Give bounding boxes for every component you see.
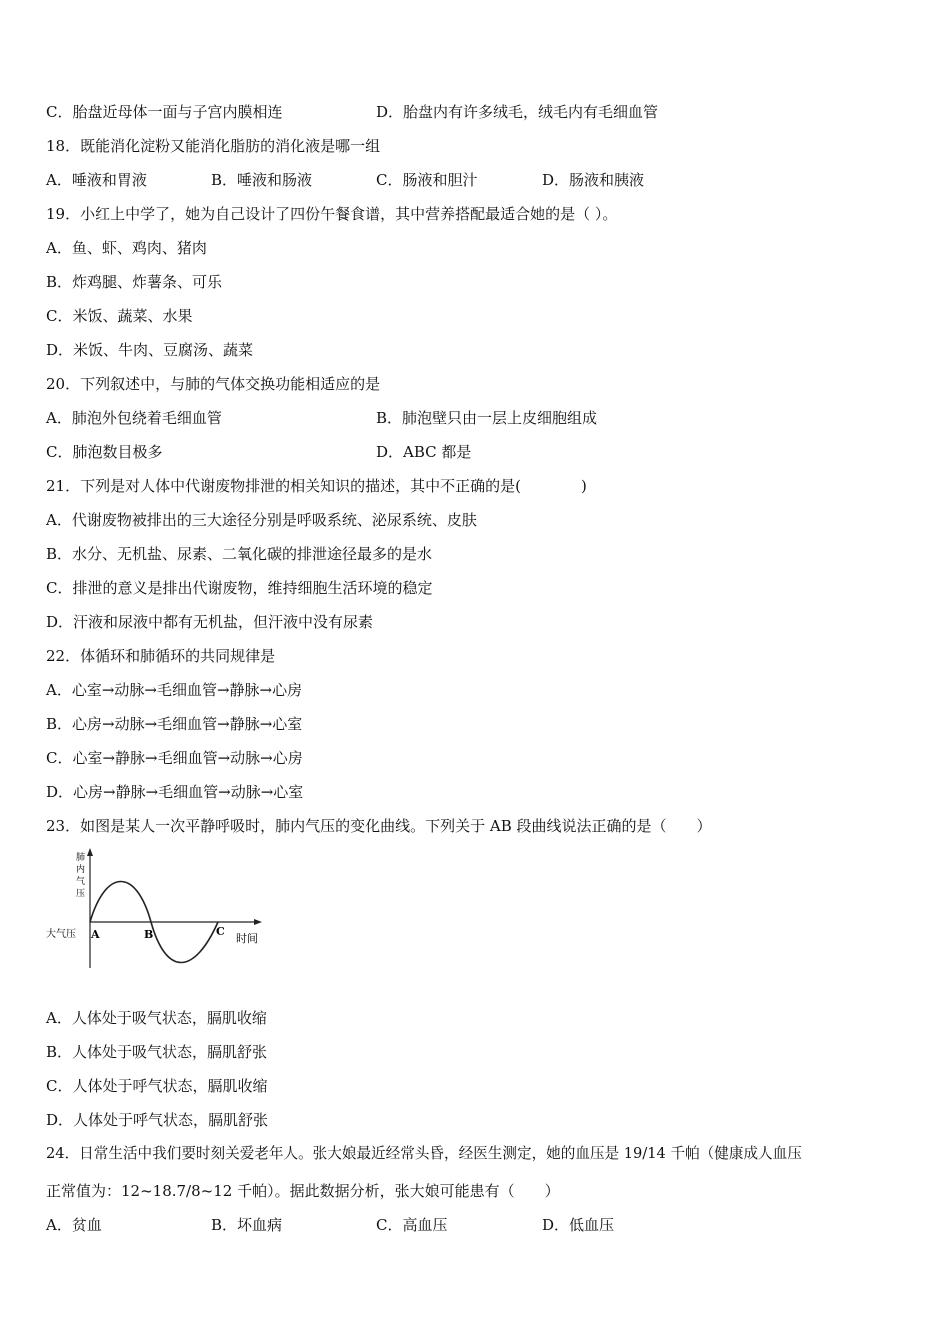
baseline-label: 大气压 [46, 929, 76, 940]
x-axis-label: 时间 [236, 932, 258, 945]
q18-stem: 18．既能消化淀粉又能消化脂肪的消化液是哪一组 [46, 137, 381, 155]
q24-option-d: D．低血压 [542, 1216, 615, 1234]
q22-option-b: B．心房→动脉→毛细血管→静脉→心室 [46, 715, 303, 733]
point-b-label: B [144, 928, 154, 941]
q19-option-b: B．炸鸡腿、炸薯条、可乐 [46, 273, 223, 291]
q20-option-c: C．肺泡数目极多 [46, 443, 163, 461]
q22-stem: 22．体循环和肺循环的共同规律是 [46, 647, 276, 665]
y-axis-label-3: 气 [76, 877, 86, 887]
q24-stem-line-2: 正常值为：12~18.7/8~12 千帕）。据此数据分析，张大娘可能患有（ ） [46, 1182, 560, 1200]
lung-pressure-figure [44, 846, 268, 976]
q21-stem: 21．下列是对人体中代谢废物排泄的相关知识的描述，其中不正确的是( ) [46, 477, 587, 495]
q24-option-b: B．坏血病 [211, 1216, 283, 1234]
q21-option-d: D．汗液和尿液中都有无机盐，但汗液中没有尿素 [46, 613, 374, 631]
x-axis-arrow [254, 919, 262, 925]
q18-option-a: A．唾液和胃液 [46, 171, 147, 189]
y-axis-arrow [87, 848, 93, 856]
q19-option-a: A．鱼、虾、鸡肉、猪肉 [46, 239, 207, 257]
q24-stem-line-1: 24．日常生活中我们要时刻关爱老年人。张大娘最近经常头昏，经医生测定，她的血压是 19/14 千帕（健康成人血压 [46, 1145, 802, 1162]
q24-option-c: C．高血压 [376, 1216, 448, 1234]
q18-option-d: D．肠液和胰液 [542, 171, 645, 189]
q23-option-c: C．人体处于呼气状态，膈肌收缩 [46, 1077, 268, 1095]
q19-option-c: C．米饭、蔬菜、水果 [46, 307, 193, 325]
point-a-label: A [91, 928, 100, 941]
y-axis-label-1: 肺 [76, 853, 86, 863]
q21-option-b: B．水分、无机盐、尿素、二氧化碳的排泄途径最多的是水 [46, 545, 433, 563]
q20-option-a: A．肺泡外包绕着毛细血管 [46, 409, 222, 427]
q20-option-d: D．ABC 都是 [376, 443, 472, 461]
q17-option-c: C．胎盘近母体一面与子宫内膜相连 [46, 103, 283, 121]
q18-option-b: B．唾液和肠液 [211, 171, 313, 189]
q17-option-d: D．胎盘内有许多绒毛，绒毛内有毛细血管 [376, 103, 659, 121]
q21-option-c: C．排泄的意义是排出代谢废物，维持细胞生活环境的稳定 [46, 579, 433, 597]
y-axis-label-2: 内 [76, 865, 86, 875]
q24-option-a: A．贫血 [46, 1216, 102, 1234]
q22-option-d: D．心房→静脉→毛细血管→动脉→心室 [46, 783, 304, 801]
point-c-label: C [216, 925, 225, 938]
q23-stem: 23．如图是某人一次平静呼吸时，肺内气压的变化曲线。下列关于 AB 段曲线说法正确的是（ ） [46, 817, 712, 835]
q22-option-c: C．心室→静脉→毛细血管→动脉→心房 [46, 749, 303, 767]
q23-option-b: B．人体处于吸气状态，膈肌舒张 [46, 1043, 268, 1061]
q22-option-a: A．心室→动脉→毛细血管→静脉→心房 [46, 681, 303, 699]
q20-stem: 20．下列叙述中，与肺的气体交换功能相适应的是 [46, 375, 381, 393]
q19-stem: 19．小红上中学了，她为自己设计了四份午餐食谱，其中营养搭配最适合她的是（ ）。 [46, 205, 618, 223]
q19-option-d: D．米饭、牛肉、豆腐汤、蔬菜 [46, 341, 254, 359]
q20-option-b: B．肺泡壁只由一层上皮细胞组成 [376, 409, 598, 427]
q18-option-c: C．肠液和胆汁 [376, 171, 478, 189]
y-axis-label-4: 压 [76, 889, 86, 899]
q23-option-d: D．人体处于呼气状态，膈肌舒张 [46, 1111, 269, 1129]
q23-option-a: A．人体处于吸气状态，膈肌收缩 [46, 1009, 267, 1027]
q21-option-a: A．代谢废物被排出的三大途径分别是呼吸系统、泌尿系统、皮肤 [46, 511, 477, 529]
